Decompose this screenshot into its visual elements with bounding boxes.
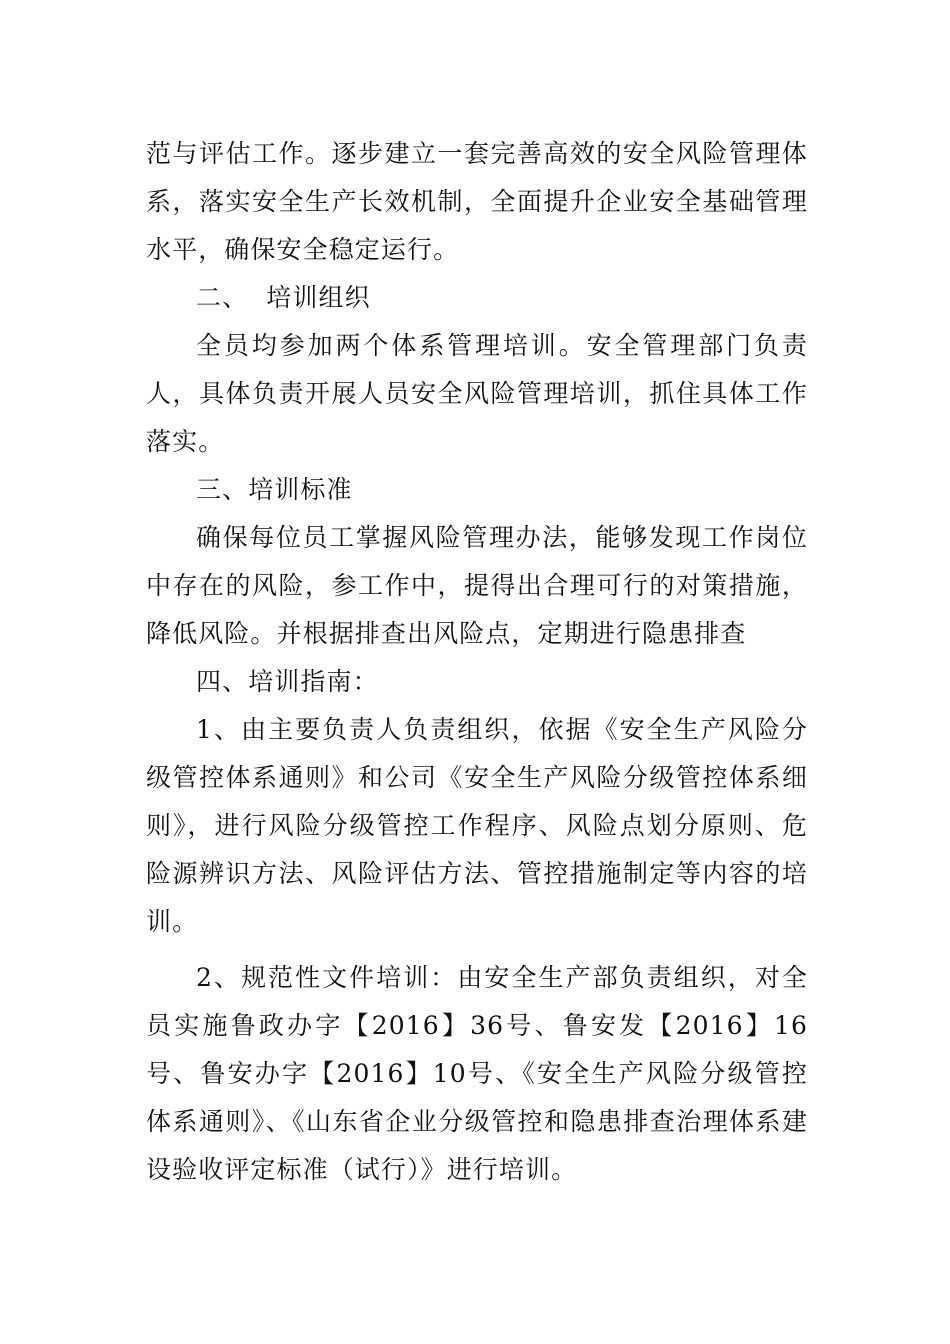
section-heading-training-organization: 二、 培训组织 [196,283,371,312]
section-heading-training-guide: 四、培训指南： [196,667,379,696]
section-heading-training-standard: 三、培训标准 [196,475,353,504]
paragraph-training-organization: 全员均参加两个体系管理培训。安全管理部门负责人，具体负责开展人员安全风险管理培训，抓住具体工作落实。 [146,331,808,456]
paragraph-training-standard: 确保每位员工掌握风险管理办法，能够发现工作岗位中存在的风险，参工作中，提得出合理可行的对策措施，降低风险。并根据排查出风险点，定期进行隐患排查 [146,523,808,648]
paragraph-continuation: 范与评估工作。逐步建立一套完善高效的安全风险管理体系，落实安全生产长效机制，全面提升企业安全基础管理水平，确保安全稳定运行。 [146,139,808,264]
paragraph-guide-item-2: 2、规范性文件培训：由安全生产部负责组织，对全员实施鲁政办字【2016】36号、鲁安发【2016】16号、鲁安办字【2016】10号、《安全生产风险分级管控体系通则》、《山东省企业分级管控和隐患排查治理体系建设验收评定标准（试行）》进行培训。 [146,963,808,1184]
document-body [146,130,808,1194]
paragraph-guide-item-1: 1、由主要负责人负责组织，依据《安全生产风险分级管控体系通则》和公司《安全生产风险分级管控体系细则》，进行风险分级管控工作程序、风险点划分原则、危险源辨识方法、风险评估方法、管控措施制定等内容的培训。 [146,715,808,936]
